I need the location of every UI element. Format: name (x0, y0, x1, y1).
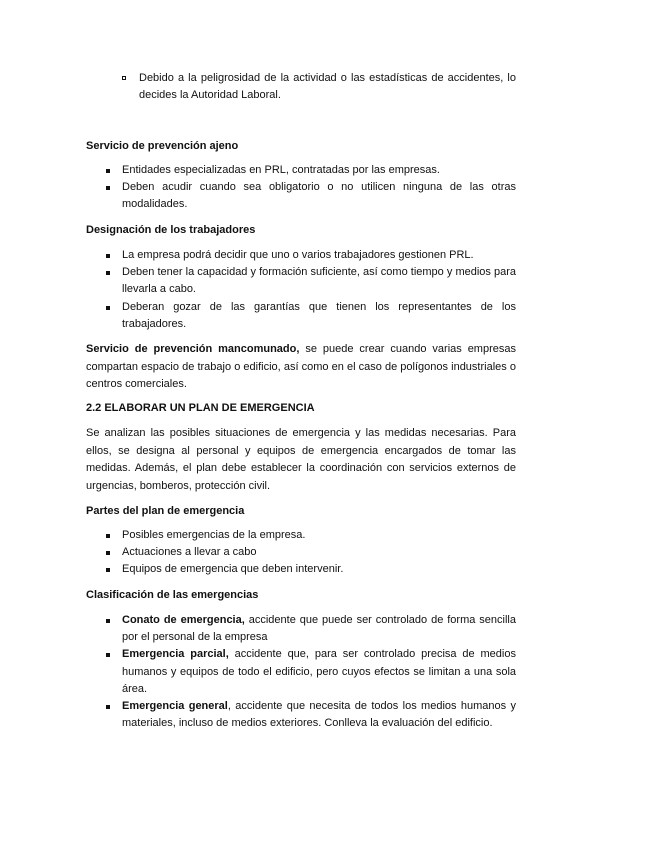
bullet-icon (106, 653, 110, 657)
list-item: Emergencia general, accidente que necesita de todos los medios humanos y materiales, incluso de medios exteriores. Conlleva la evaluación del edificio. (86, 698, 516, 732)
list-item: Deberan gozar de las garantías que tienen los representantes de los trabajadores. (86, 299, 516, 333)
intro-list (86, 70, 516, 104)
section-2-2 (86, 400, 516, 495)
designacion-heading: Designación de los trabajadores (86, 224, 256, 236)
clasificacion-section (86, 587, 516, 732)
list-item: Equipos de emergencia que deben intervenir. (86, 561, 516, 578)
list-item: Emergencia parcial, accidente que, para ser controlado precisa de medios humanos y equipos de todo el edificio, pero cuyos efectos se limitan a una sola área. (86, 646, 516, 698)
bullet-icon (106, 534, 110, 538)
list-item: Actuaciones a llevar a cabo (86, 544, 516, 561)
list-item: La empresa podrá decidir que uno o varios trabajadores gestionen PRL. (86, 247, 516, 264)
mancomunado-section (86, 341, 516, 394)
intro-list-block (86, 70, 516, 104)
bullet-icon (106, 619, 110, 623)
bullet-icon (122, 76, 126, 80)
spa-heading: Servicio de prevención ajeno (86, 140, 239, 152)
partes-heading: Partes del plan de emergencia (86, 505, 245, 517)
list-item: Entidades especializadas en PRL, contratadas por las empresas. (86, 162, 516, 179)
bullet-icon (106, 568, 110, 572)
bullet-icon (106, 254, 110, 258)
clasificacion-list (86, 612, 516, 732)
section-2-2-paragraph: Se analizan las posibles situaciones de emergencia y las medidas necesarias. Para ellos, se designa al personal y equipos de emergencia encargados de tomar las medidas. Además, el plan debe establecer la coordinación con servicios externos de urgencias, bomberos, protección civil. (86, 427, 516, 492)
list-item: Posibles emergencias de la empresa. (86, 527, 516, 544)
list-item: Deben acudir cuando sea obligatorio o no utilicen ninguna de las otras modalidades. (86, 179, 516, 213)
bullet-icon (106, 186, 110, 190)
spa-list (86, 162, 516, 214)
partes-section (86, 503, 516, 579)
designacion-section (86, 222, 516, 333)
bullet-icon (106, 306, 110, 310)
bullet-icon (106, 169, 110, 173)
bullet-icon (106, 705, 110, 709)
bullet-icon (106, 551, 110, 555)
list-item: Conato de emergencia, accidente que puede ser controlado de forma sencilla por el personal de la empresa (86, 612, 516, 646)
mancomunado-paragraph: Servicio de prevención mancomunado, se puede crear cuando varias empresas compartan espacio de trabajo o edificio, así como en el caso de polígonos industriales o centros comerciales. (86, 343, 516, 390)
bullet-icon (106, 271, 110, 275)
section-2-2-heading: 2.2 ELABORAR UN PLAN DE EMERGENCIA (86, 402, 315, 414)
list-item: Debido a la peligrosidad de la actividad o las estadísticas de accidentes, lo decides la Autoridad Laboral. (86, 70, 516, 104)
clasificacion-heading: Clasificación de las emergencias (86, 589, 259, 601)
spa-section (86, 138, 516, 214)
partes-list (86, 527, 516, 579)
list-item: Deben tener la capacidad y formación suficiente, así como tiempo y medios para llevarla a cabo. (86, 264, 516, 298)
designacion-list (86, 247, 516, 333)
